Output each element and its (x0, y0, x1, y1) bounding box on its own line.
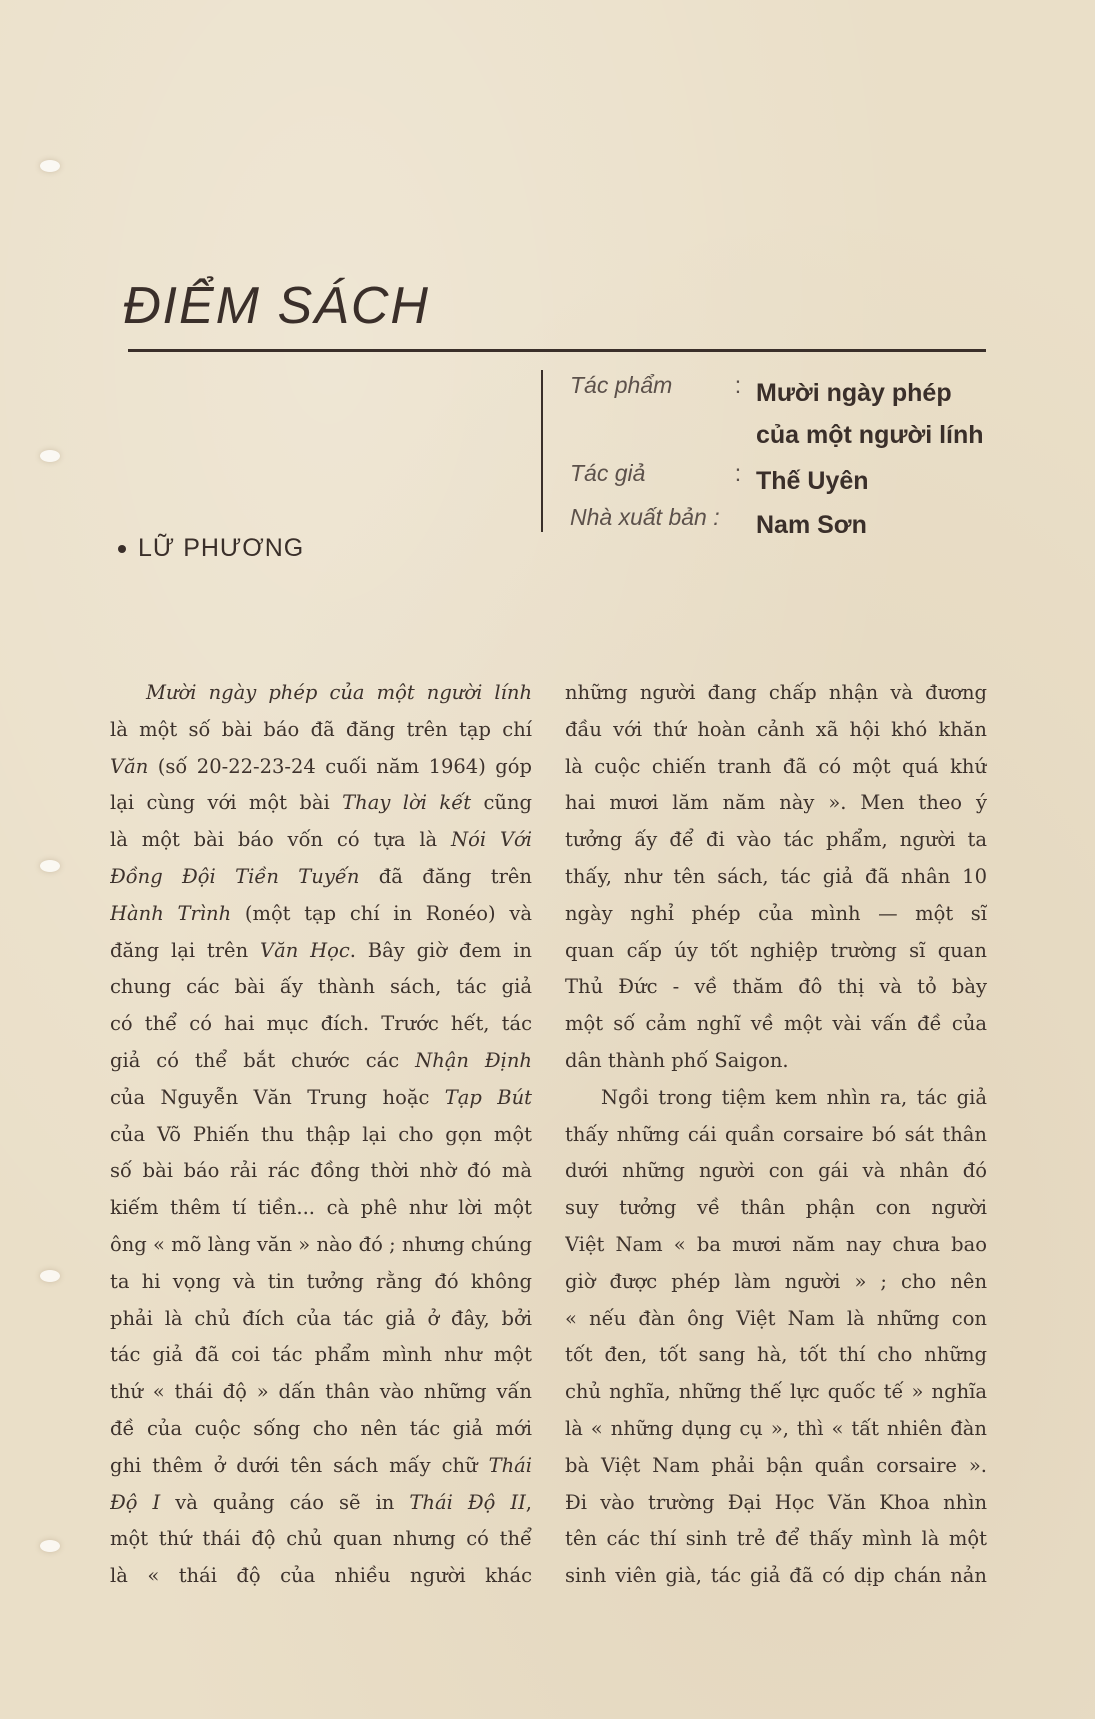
author-value: Thế Uyên (756, 467, 869, 495)
text-line (565, 675, 987, 712)
italic-text: Văn Học (259, 938, 350, 962)
text-line (110, 933, 532, 970)
author-label: Tác giả (570, 460, 646, 486)
text-segment: ông « mõ làng văn » nào đó ; nhưng chúng (110, 1232, 532, 1256)
info-row-publisher (570, 504, 1000, 546)
text-line (565, 969, 987, 1006)
text-segment: (số 20-22-23-24 cuối năm 1964) góp (148, 754, 532, 778)
text-line (565, 1190, 987, 1227)
text-line (110, 749, 532, 786)
text-segment: sinh viên già, tác giả đã có dịp chán nản (565, 1564, 987, 1588)
text-line (110, 969, 532, 1006)
text-segment: quan cấp úy tốt nghiệp trường sĩ quan (565, 938, 987, 962)
text-segment: ghi thêm ở dưới tên sách mấy chữ (110, 1453, 489, 1477)
text-line (110, 675, 532, 712)
text-segment: và quảng cáo sẽ in (160, 1490, 410, 1514)
text-line (565, 1043, 987, 1080)
text-line (110, 1337, 532, 1374)
text-segment: giả có thể bắt chước các (110, 1048, 416, 1072)
title-rule (128, 349, 986, 352)
text-segment: tên các thí sinh trẻ để thấy mình là một (565, 1527, 987, 1551)
text-line (565, 712, 987, 749)
text-segment: thấy, như tên sách, tác giả đã nhân 10 (565, 864, 987, 888)
binding-punch-holes (0, 0, 80, 1719)
text-segment: đã đăng trên (359, 864, 532, 888)
text-segment: bà Việt Nam phải bận quần corsaire ». (565, 1453, 987, 1477)
text-line (565, 896, 987, 933)
info-row-author (570, 460, 1000, 502)
text-segment: phải là chủ đích của tác giả ở đây, bởi (110, 1306, 532, 1330)
text-segment: dân thành phố Saigon. (565, 1048, 789, 1072)
text-segment: « nếu đàn ông Việt Nam là những con (565, 1306, 987, 1330)
author-byline (118, 534, 304, 563)
text-segment: cũng (471, 791, 532, 815)
text-segment: là một số bài báo đã đăng trên tạp chí (110, 717, 532, 741)
bullet-icon (118, 545, 126, 553)
text-line (110, 1521, 532, 1558)
text-segment: là cuộc chiến tranh đã có một quá khứ (565, 754, 987, 778)
punch-hole (40, 160, 60, 172)
text-line (110, 712, 532, 749)
text-segment: kiếm thêm tí tiền... cà phê như lời một (110, 1196, 532, 1220)
author-colon: : (734, 460, 742, 486)
text-segment: dưới những người con gái và nhân đó (565, 1159, 987, 1183)
italic-text: Nói Với (451, 828, 532, 852)
text-line (565, 933, 987, 970)
text-line (110, 1411, 532, 1448)
text-segment: Đi vào trường Đại Học Văn Khoa nhìn (565, 1490, 987, 1514)
text-line (110, 1006, 532, 1043)
italic-text: Đồng Đội Tiền Tuyến (110, 864, 360, 888)
text-line (110, 822, 532, 859)
info-divider (541, 370, 543, 532)
article-left-column (110, 675, 532, 1595)
text-segment: thứ « thái độ » dấn thân vào những vấn (110, 1380, 532, 1404)
text-line (565, 1301, 987, 1338)
text-line (565, 1521, 987, 1558)
text-line (110, 1043, 532, 1080)
text-segment: ta hi vọng và tin tưởng rằng đó không (110, 1269, 532, 1293)
text-segment: giờ được phép làm người » ; cho nên (565, 1269, 987, 1293)
text-line (110, 1485, 532, 1522)
text-segment: , (525, 1490, 532, 1514)
text-segment: của Nguyễn Văn Trung hoặc (110, 1085, 445, 1109)
text-line (110, 896, 532, 933)
text-segment: những người đang chấp nhận và đương (565, 681, 987, 704)
publisher-value: Nam Sơn (756, 511, 867, 539)
punch-hole (40, 1540, 60, 1552)
text-segment: là « thái độ của nhiều người khác (110, 1564, 532, 1588)
text-line (565, 1558, 987, 1595)
text-segment: lại cùng với một bài (110, 791, 343, 815)
text-segment: Ngồi trong tiệm kem nhìn ra, tác giả (601, 1085, 987, 1109)
italic-text: Thái Độ II (409, 1490, 526, 1514)
text-segment: ngày nghỉ phép của mình — một sĩ (565, 901, 987, 925)
text-line (565, 1411, 987, 1448)
info-row-work (570, 372, 1000, 456)
text-line (110, 1117, 532, 1154)
text-segment: có thể có hai mục đích. Trước hết, tác (110, 1012, 532, 1036)
italic-text: Tạp Bút (444, 1085, 532, 1109)
work-value-line1: Mười ngày phép (756, 379, 952, 407)
text-segment: (một tạp chí in Ronéo) và (231, 901, 532, 925)
text-line (110, 1301, 532, 1338)
text-segment: Việt Nam « ba mươi năm nay chưa bao (565, 1232, 987, 1256)
text-line (110, 1190, 532, 1227)
text-segment: suy tưởng về thân phận con người (565, 1196, 987, 1220)
text-line (565, 785, 987, 822)
italic-text: Mười ngày phép của một người lính (146, 681, 532, 704)
text-line (565, 1264, 987, 1301)
text-line (565, 1337, 987, 1374)
text-line (565, 749, 987, 786)
text-line (110, 1374, 532, 1411)
work-value (756, 372, 1000, 456)
text-line (565, 859, 987, 896)
text-line (110, 1558, 532, 1595)
text-segment: một số cảm nghĩ về một vài vấn đề của (565, 1012, 987, 1036)
italic-text: Độ I (110, 1490, 161, 1514)
italic-text: Thái (488, 1453, 532, 1477)
text-line (110, 1264, 532, 1301)
text-line (110, 785, 532, 822)
text-segment: là một bài báo vốn có tựa là (110, 828, 452, 852)
text-segment: thấy những cái quần corsaire bó sát thân (565, 1122, 987, 1146)
text-segment: hai mươi lăm năm này ». Men theo ý (565, 791, 987, 815)
text-line (110, 859, 532, 896)
article-right-column (565, 675, 987, 1595)
work-label: Tác phẩm (570, 372, 673, 398)
section-title: ĐIỂM SÁCH (123, 277, 430, 335)
work-value-line2: của một người lính (756, 421, 984, 449)
text-segment: chủ nghĩa, những thế lực quốc tế » nghĩa (565, 1380, 987, 1404)
text-line (565, 822, 987, 859)
text-line (565, 1227, 987, 1264)
text-segment: tưởng ấy để đi vào tác phẩm, người ta (565, 828, 987, 852)
text-line (565, 1153, 987, 1190)
text-line (565, 1448, 987, 1485)
italic-text: Nhận Định (415, 1048, 532, 1072)
text-segment: là « những dụng cụ », thì « tất nhiên đàn (565, 1416, 987, 1440)
text-line (565, 1080, 987, 1117)
punch-hole (40, 1270, 60, 1282)
text-segment: tốt đen, tốt sang hà, tốt thí cho những (565, 1343, 987, 1367)
text-segment: chung các bài ấy thành sách, tác giả (110, 975, 532, 999)
text-line (565, 1485, 987, 1522)
text-segment: số bài báo rải rác đồng thời nhờ đó mà (110, 1159, 532, 1183)
text-segment: Thủ Đức - về thăm đô thị và tỏ bày (565, 975, 987, 999)
text-line (565, 1006, 987, 1043)
text-segment: của Võ Phiến thu thập lại cho gọn một (110, 1122, 532, 1146)
italic-text: Văn (110, 754, 149, 778)
text-line (565, 1117, 987, 1154)
italic-text: Thay lời kết (342, 791, 472, 815)
text-line (110, 1448, 532, 1485)
punch-hole (40, 450, 60, 462)
text-segment: đăng lại trên (110, 938, 260, 962)
italic-text: Hành Trình (110, 901, 232, 925)
work-colon: : (734, 372, 742, 398)
publisher-label: Nhà xuất bản : (570, 504, 720, 530)
text-line (110, 1153, 532, 1190)
text-segment: một thứ thái độ chủ quan nhưng có thể (110, 1527, 532, 1551)
text-segment: đề của cuộc sống cho nên tác giả mới (110, 1416, 532, 1440)
text-segment: tác giả đã coi tác phẩm mình như một (110, 1343, 532, 1367)
text-segment: . Bây giờ đem in (349, 938, 532, 962)
text-segment: đầu với thứ hoàn cảnh xã hội khó khăn (565, 717, 987, 741)
punch-hole (40, 860, 60, 872)
text-line (565, 1374, 987, 1411)
text-line (110, 1080, 532, 1117)
text-line (110, 1227, 532, 1264)
byline-name: LỮ PHƯƠNG (138, 534, 305, 562)
